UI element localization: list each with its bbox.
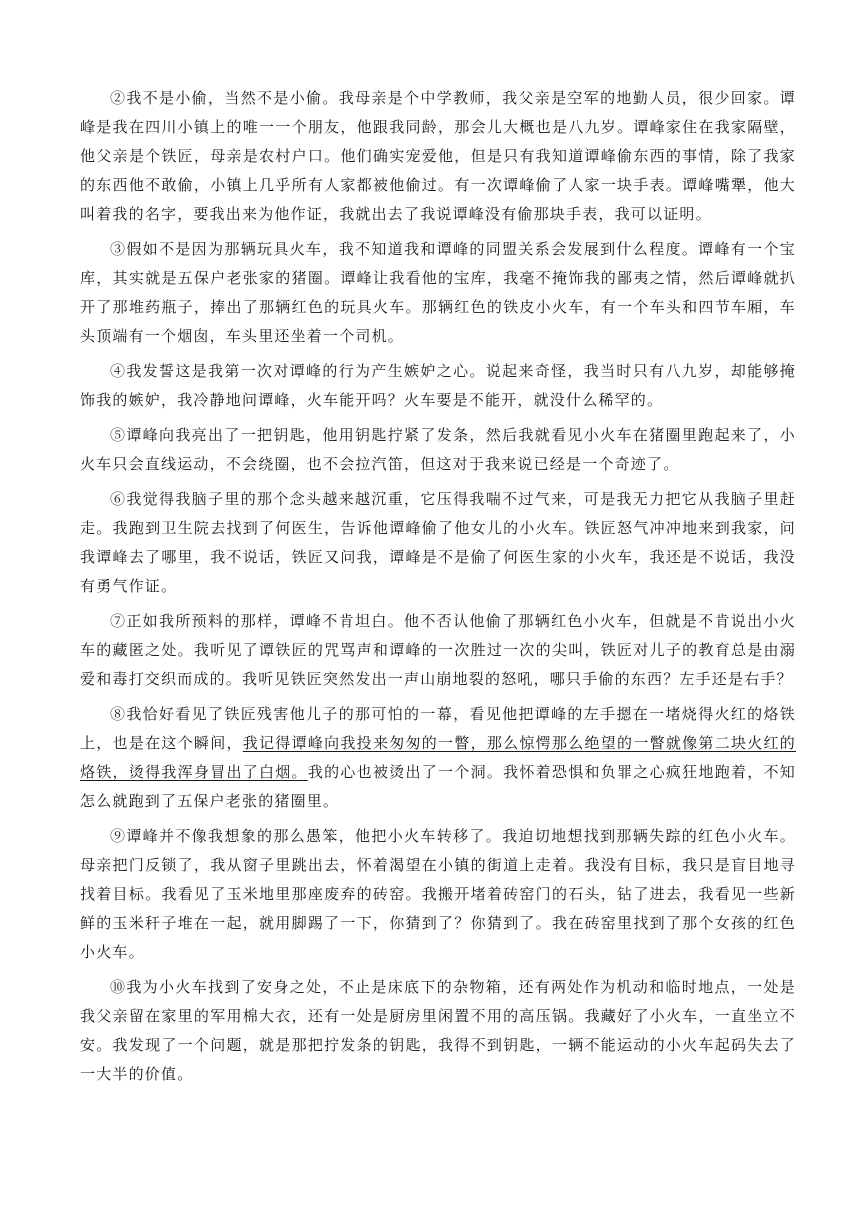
paragraph-5: ⑤谭峰向我亮出了一把钥匙，他用钥匙拧紧了发条，然后我就看见小火车在猪圈里跑起来了，小火车只会直线运动，不会绕圈，也不会拉汽笛，但这对于我来说已经是一个奇迹了。 [80, 426, 796, 473]
paragraph-2: ②我不是小偷，当然不是小偷。我母亲是个中学教师，我父亲是空军的地勤人员，很少回家。谭峰是我在四川小镇上的唯一一个朋友，他跟我同龄，那会儿大概也是八九岁。谭峰家住在我家隔壁，他父亲是个铁匠，母亲是农村户口。他们确实宠爱他，但是只有我知道谭峰偷东西的事情，除了我家的东西他不敢偷，小镇上几乎所有人家都被他偷过。有一次谭峰偷了人家一块手表。谭峰嘴犟，他大叫着我的名字，要我出来为他作证，我就出去了我说谭峰没有偷那块手表，我可以证明。 [80, 89, 796, 223]
paragraph-10: ⑩我为小火车找到了安身之处，不止是床底下的杂物箱，还有两处作为机动和临时地点，一处是我父亲留在家里的军用棉大衣，还有一处是厨房里闲置不用的高压锅。我藏好了小火车，一直坐立不安。我发现了一个问题，就是那把拧发条的钥匙，我得不到钥匙，一辆不能运动的小火车起码失去了一大半的价值。 [80, 978, 796, 1083]
underlined-sentence: 我记得谭峰向我投来匆匆的一瞥，那么惊愕那么绝望的一瞥就像第二块火红的烙铁，烫得我浑身冒出了白烟。 [80, 734, 796, 781]
paragraph-4: ④我发誓这是我第一次对谭峰的行为产生嫉妒之心。说起来奇怪，我当时只有八九岁，却能够掩饰我的嫉妒，我冷静地问谭峰，火车能开吗？火车要是不能开，就没什么稀罕的。 [80, 362, 796, 409]
paragraph-7: ⑦正如我所预料的那样，谭峰不肯坦白。他不否认他偷了那辆红色小火车，但就是不肯说出小火车的藏匿之处。我听见了谭铁匠的咒骂声和谭峰的一次胜过一次的尖叫，铁匠对儿子的教育总是由溺爱和毒打交织而成的。我听见铁匠突然发出一声山崩地裂的怒吼，哪只手偷的东西？左手还是右手？ [80, 612, 796, 688]
paragraph-8 [80, 700, 796, 816]
paragraph-8-lead: ⑧我恰好看见了铁匠残害他儿子的那可怕的一幕，看见他把谭峰的左手摁在一堵烧得火红的烙铁上，也是在这个瞬间， [80, 705, 796, 752]
paragraph-6: ⑥我觉得我脑子里的那个念头越来越沉重，它压得我喘不过气来，可是我无力把它从我脑子里赶走。我跑到卫生院去找到了何医生，告诉他谭峰偷了他女儿的小火车。铁匠怒气冲冲地来到我家，问我谭峰去了哪里，我不说话，铁匠又问我，谭峰是不是偷了何医生家的小火车，我还是不说话，我没有勇气作证。 [80, 490, 796, 595]
paragraph-3: ③假如不是因为那辆玩具火车，我不知道我和谭峰的同盟关系会发展到什么程度。谭峰有一个宝库，其实就是五保户老张家的猪圈。谭峰让我看他的宝库，我毫不掩饰我的鄙夷之情，然后谭峰就扒开了那堆药瓶子，捧出了那辆红色的玩具火车。那辆红色的铁皮小火车，有一个车头和四节车厢，车头顶端有一个烟囱，车头里还坐着一个司机。 [80, 240, 796, 345]
paragraph-9: ⑨谭峰并不像我想象的那么愚笨，他把小火车转移了。我迫切地想找到那辆失踪的红色小火车。母亲把门反锁了，我从窗子里跳出去，怀着渴望在小镇的街道上走着。我没有目标，我只是盲目地寻找着目标。我看见了玉米地里那座废弃的砖窑。我搬开堵着砖窑门的石头，钻了进去，我看见一些新鲜的玉米秆子堆在一起，就用脚踢了一下，你猜到了？你猜到了。我在砖窑里找到了那个女孩的红色小火车。 [80, 827, 796, 961]
paragraph-8-tail: 我的心也被烫出了一个洞。我怀着恐惧和负罪之心疯狂地跑着，不知怎么就跑到了五保户老张的猪圈里。 [80, 763, 796, 810]
document-page [80, 84, 796, 1095]
